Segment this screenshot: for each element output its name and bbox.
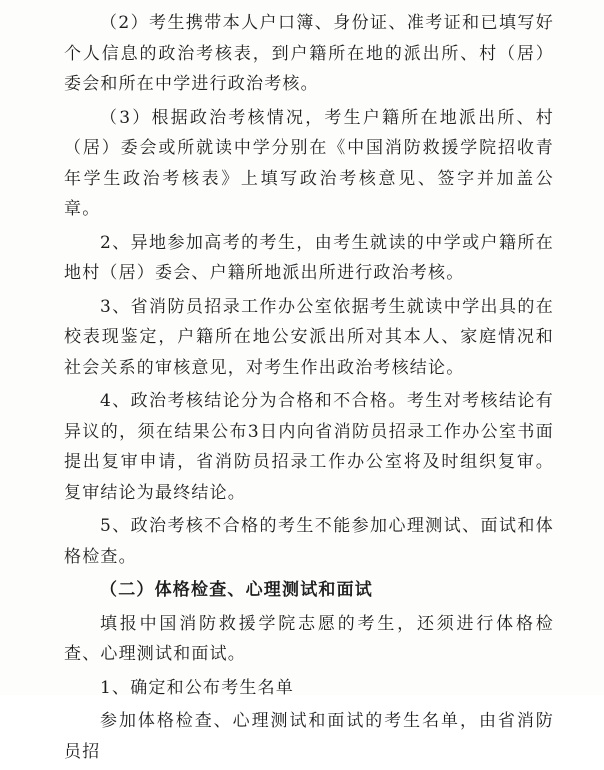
paragraph-item-2: 2、异地参加高考的考生，由考生就读的中学或户籍所在地村（居）委会、户籍所地派出所进行政治考核。	[64, 232, 554, 283]
paragraph-item-5: 5、政治考核不合格的考生不能参加心理测试、面试和体格检查。	[64, 516, 554, 567]
paragraph-section-intro: 填报中国消防救援学院志愿的考生，还须进行体格检查、心理测试和面试。	[64, 613, 554, 664]
paragraph-item-4: 4、政治考核结论分为合格和不合格。考生对考核结论有异议的，须在结果公布3日内向省消防员招录工作办公室书面提出复审申请，省消防员招录工作办公室将及时组织复审。复审结论为最终结论。	[64, 391, 554, 503]
paragraph-political-exam-step-2: （2）考生携带本人户口簿、身份证、准考证和已填写好个人信息的政治考核表，到户籍所在地的派出所、村（居）委会和所在中学进行政治考核。	[64, 13, 554, 94]
paragraph-political-exam-step-3: （3）根据政治考核情况，考生户籍所在地派出所、村（居）委会或所就读中学分别在《中国消防救援学院招收青年学生政治考核表》上填写政治考核意见、签字并加盖公章。	[64, 107, 554, 219]
section-heading: （二）体格检查、心理测试和面试	[100, 580, 373, 600]
paragraph-subitem-1-title: 1、确定和公布考生名单	[100, 677, 295, 698]
paragraph-item-3: 3、省消防员招录工作办公室依据考生就读中学出具的在校表现鉴定，户籍所在地公安派出所对其本人、家庭情况和社会关系的审核意见，对考生作出政治考核结论。	[64, 296, 554, 378]
document-body	[64, 8, 554, 770]
paragraph-subitem-1-body: 参加体格检查、心理测试和面试的考生名单，由省消防员招	[64, 711, 554, 762]
